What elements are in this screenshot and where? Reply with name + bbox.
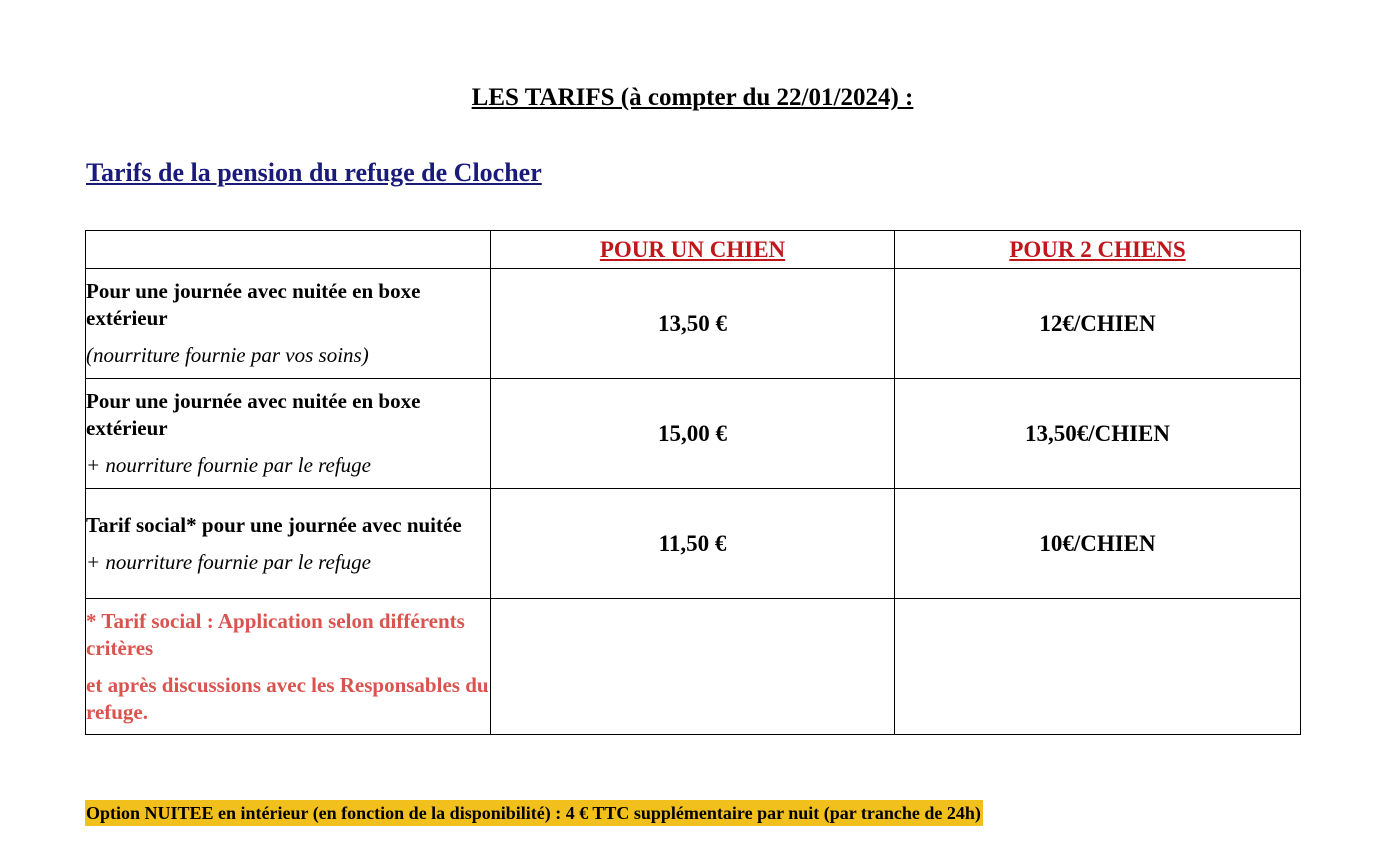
price-one-dog: 11,50 € — [491, 489, 895, 599]
social-note-line-2: et après discussions avec les Responsables du refuge. — [86, 672, 489, 724]
table-row — [86, 269, 1301, 379]
row-note: + nourriture fournie par le refuge — [86, 453, 372, 477]
row-label-cell — [86, 489, 491, 599]
row-label: Pour une journée avec nuitée en boxe extérieur — [86, 279, 421, 330]
price-one-dog: 15,00 € — [491, 379, 895, 489]
header-one-dog: POUR UN CHIEN — [491, 231, 895, 269]
row-note: + nourriture fournie par le refuge — [86, 549, 372, 574]
row-label: Pour une journée avec nuitée en boxe extérieur — [86, 389, 421, 440]
social-note-line-1: * Tarif social : Application selon différents critères — [86, 608, 465, 660]
social-note-row — [86, 599, 1301, 735]
table-row — [86, 489, 1301, 599]
header-two-dogs: POUR 2 CHIENS — [895, 231, 1301, 269]
section-subtitle: Tarifs de la pension du refuge de Clocher — [86, 158, 542, 187]
row-note: (nourriture fournie par vos soins) — [86, 343, 369, 367]
price-two-dogs: 13,50€/CHIEN — [895, 379, 1301, 489]
table-row — [86, 379, 1301, 489]
price-one-dog: 13,50 € — [491, 269, 895, 379]
empty-cell — [895, 599, 1301, 735]
page-title: LES TARIFS (à compter du 22/01/2024) : — [471, 84, 914, 111]
price-two-dogs: 10€/CHIEN — [895, 489, 1301, 599]
row-label-cell — [86, 269, 491, 379]
header-empty-cell — [86, 231, 491, 269]
pricing-table — [85, 230, 1301, 735]
table-header-row — [86, 231, 1301, 269]
row-label: Tarif social* pour une journée avec nuitée — [86, 512, 462, 537]
row-label-cell — [86, 379, 491, 489]
option-night-indoor: Option NUITEE en intérieur (en fonction de la disponibilité) : 4 € TTC supplémentaire par nuit (par tranche de 24h) — [85, 800, 983, 826]
empty-cell — [491, 599, 895, 735]
price-two-dogs: 12€/CHIEN — [895, 269, 1301, 379]
social-note-cell — [86, 599, 491, 735]
